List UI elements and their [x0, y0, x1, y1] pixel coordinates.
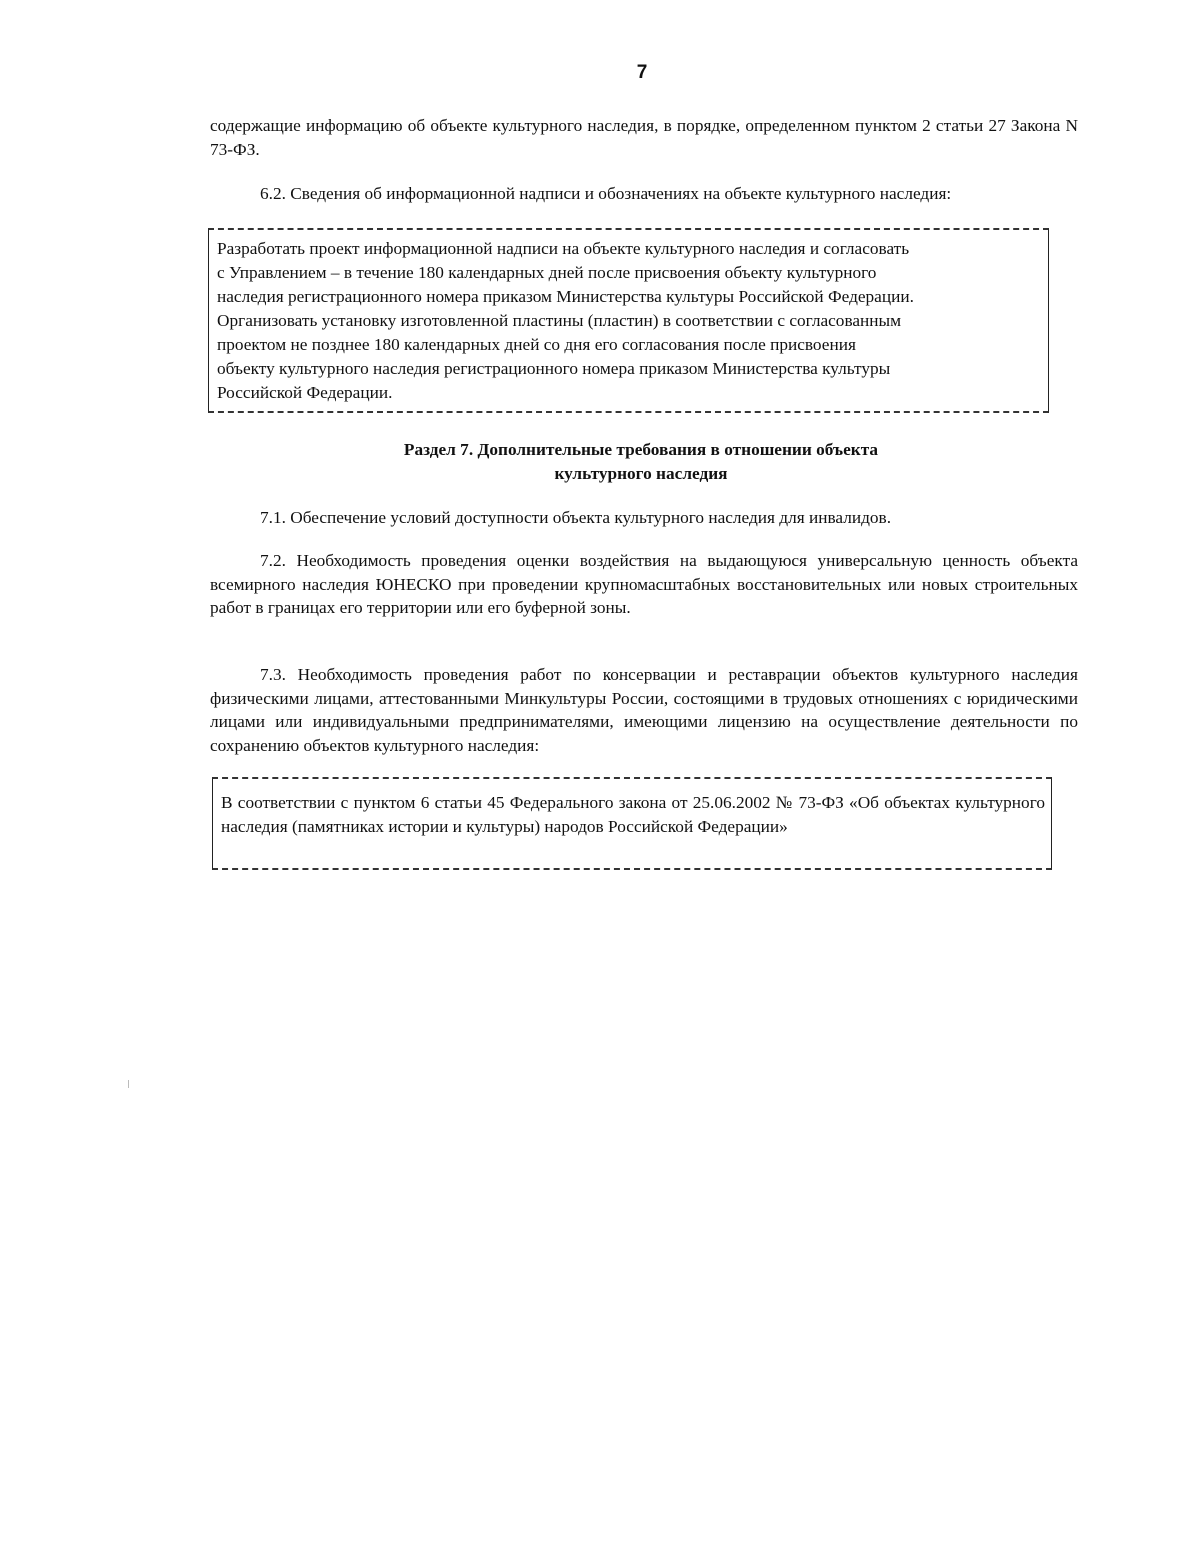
box1-line-3: наследия регистрационного номера приказом Министерства культуры Российской Федерации. [217, 287, 914, 306]
paragraph-6-2: 6.2. Сведения об информационной надписи и обозначениях на объекте культурного наследия: [260, 184, 952, 203]
box1-line-4: Организовать установку изготовленной пластины (пластин) в соответствии с согласованным [217, 311, 902, 330]
paragraph-7-2: 7.2. Необходимость проведения оценки воздействия на выдающуюся универсальную ценность объекта всемирного наследия ЮНЕСКО при проведении крупномасштабных восстановительных или новых строительных работ в границах его территории или его буферной зоны. [210, 551, 1078, 617]
box1-line-7: Российской Федерации. [217, 383, 393, 402]
paragraph-7-3: 7.3. Необходимость проведения работ по консервации и реставрации объектов культурного наследия физическими лицами, аттестованными Минкультуры России, состоящими в трудовых отношениях с юридическими лицами или индивидуальными предпринимателями, имеющими лицензию на осуществление деятельности по сохранению объектов культурного наследия: [210, 665, 1078, 755]
box1-line-5: проектом не позднее 180 календарных дней со дня его согласования после присвоения [217, 335, 856, 354]
page-number: 7 [636, 62, 648, 83]
section-title-line-2: культурного наследия [554, 464, 728, 483]
legal-reference-box [212, 777, 1052, 870]
paragraph-7-1: 7.1. Обеспечение условий доступности объекта культурного наследия для инвалидов. [260, 508, 892, 527]
continuation-paragraph: содержащие информацию об объекте культурного наследия, в порядке, определенном пунктом 2 статьи 27 Закона N 73-ФЗ. [210, 116, 1078, 159]
box1-line-6: объекту культурного наследия регистрационного номера приказом Министерства культуры [217, 359, 891, 378]
section-7-title [300, 438, 982, 486]
inscription-requirements-box [208, 228, 1049, 413]
legal-reference-text: В соответствии с пунктом 6 статьи 45 Федерального закона от 25.06.2002 № 73-ФЗ «Об объектах культурного наследия (памятниках истории и культуры) народов Российской Федерации» [221, 793, 1045, 836]
section-title-line-1: Раздел 7. Дополнительные требования в отношении объекта [403, 440, 879, 459]
scan-speck [128, 1080, 129, 1088]
box1-line-2: с Управлением – в течение 180 календарных дней после присвоения объекту культурного [217, 263, 877, 282]
box1-line-1: Разработать проект информационной надписи на объекте культурного наследия и согласовать [217, 239, 910, 258]
